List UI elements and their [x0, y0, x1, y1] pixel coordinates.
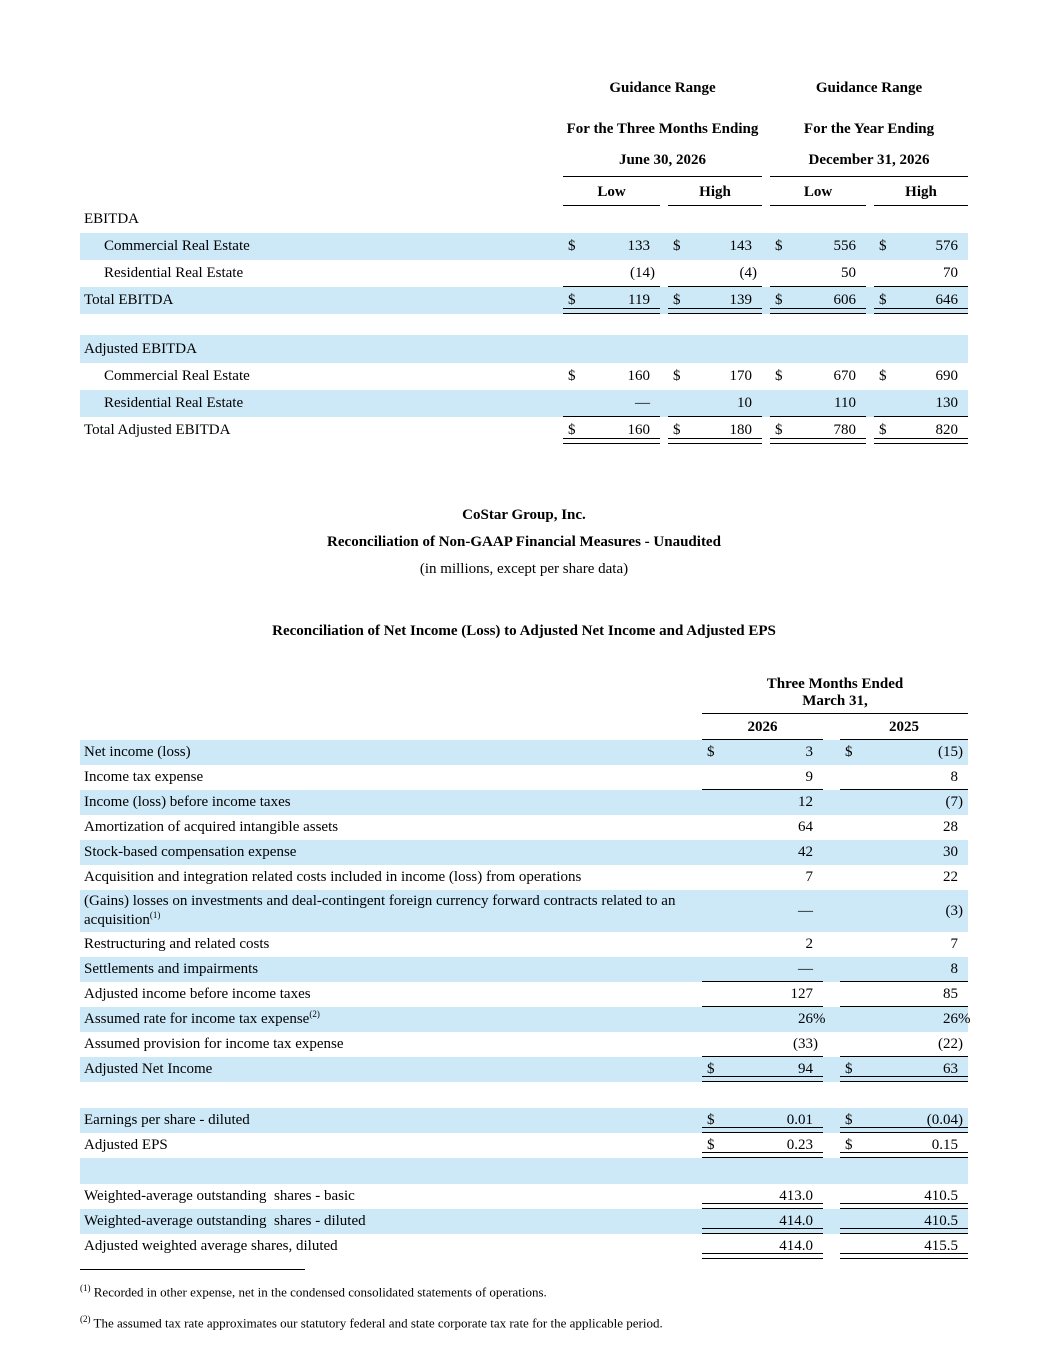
- value-cell: [840, 740, 968, 765]
- row-label-text: Residential Real Estate: [104, 395, 244, 411]
- table-row: [80, 765, 968, 790]
- value: 139: [729, 292, 752, 308]
- value-cell: [874, 206, 968, 233]
- currency-symbol: $: [775, 422, 783, 438]
- table-row: [80, 1209, 968, 1234]
- value: (14: [630, 265, 650, 281]
- value: —: [798, 902, 813, 919]
- table-row: [80, 1057, 968, 1082]
- value: 8: [950, 961, 958, 977]
- row-label: [80, 1234, 702, 1259]
- row-label-text: Assumed provision for income tax expense: [84, 1036, 344, 1052]
- row-label-text: Income (loss) before income taxes: [84, 794, 291, 810]
- value-suffix: %: [813, 1011, 826, 1027]
- units-note: (in millions, except per share data): [419, 561, 629, 577]
- value-cell: [770, 363, 866, 390]
- value-suffix: ): [650, 265, 655, 281]
- guidance-group-year: [770, 80, 968, 206]
- footnote-2: [80, 1310, 968, 1332]
- value: 0.01: [786, 1112, 813, 1128]
- value-cell: [840, 1209, 968, 1234]
- value-cell: [563, 390, 660, 417]
- value-cell: [840, 932, 968, 957]
- row-label-text: Settlements and impairments: [84, 961, 259, 977]
- value: 22: [943, 869, 958, 885]
- table-row: [80, 740, 968, 765]
- guidance-table-body: [80, 206, 968, 444]
- guidance-range-title: Guidance Range: [609, 80, 716, 96]
- value-cell: [840, 1234, 968, 1259]
- value: 0.23: [786, 1137, 813, 1153]
- currency-symbol: $: [707, 744, 715, 760]
- row-label: [80, 890, 702, 932]
- value-cell: [770, 233, 866, 260]
- value: 0.15: [931, 1137, 958, 1153]
- currency-symbol: $: [845, 1112, 853, 1128]
- currency-symbol: $: [879, 422, 887, 438]
- value-suffix: ): [958, 1112, 963, 1128]
- value-cell: [702, 890, 823, 932]
- table-row: [80, 1234, 968, 1259]
- row-label: [80, 1184, 702, 1209]
- currency-symbol: $: [568, 292, 576, 308]
- value: —: [798, 961, 813, 977]
- value: 143: [729, 238, 752, 254]
- currency-symbol: $: [775, 238, 783, 254]
- value-cell: [563, 287, 660, 314]
- value-cell: [770, 206, 866, 233]
- table-row: [80, 233, 968, 260]
- currency-symbol: $: [845, 1137, 853, 1153]
- footnote-marker: (2): [80, 1314, 91, 1325]
- value: 780: [833, 422, 856, 438]
- value-cell: [840, 1133, 968, 1158]
- value-suffix: ): [813, 1036, 818, 1052]
- value: 64: [798, 819, 813, 835]
- row-label-text: Total EBITDA: [84, 292, 174, 308]
- value-cell: [563, 417, 660, 444]
- currency-symbol: $: [673, 238, 681, 254]
- value-cell: [702, 1209, 823, 1234]
- row-label-text: (Gains) losses on investments and deal-contingent foreign currency forward contracts related to an acquisition$^{(1)}$: [84, 893, 680, 928]
- table-row: [80, 815, 968, 840]
- row-label: [80, 390, 563, 417]
- guidance-period-label: For the Three Months Ending: [566, 121, 759, 137]
- row-label: [80, 840, 702, 865]
- value: 410.5: [924, 1188, 958, 1204]
- value-cell: [770, 390, 866, 417]
- reconciliation-table-body: [80, 740, 971, 1259]
- footnote-divider: [80, 1269, 305, 1270]
- value-cell: [840, 1007, 971, 1032]
- currency-symbol: $: [568, 368, 576, 384]
- value-cell: [840, 1032, 968, 1057]
- currency-symbol: $: [707, 1112, 715, 1128]
- row-label-text: Total Adjusted EBITDA: [84, 422, 231, 438]
- value-cell: [668, 287, 762, 314]
- column-header-low: Low: [770, 179, 866, 206]
- value: 8: [950, 769, 958, 785]
- value-cell: [668, 417, 762, 444]
- row-label-text: Weighted-average outstanding shares - diluted: [84, 1213, 366, 1229]
- reconciliation-table-title: Reconciliation of Net Income (Loss) to Adjusted Net Income and Adjusted EPS: [272, 623, 776, 639]
- currency-symbol: $: [879, 368, 887, 384]
- value-cell: [668, 206, 762, 233]
- value-cell: [840, 815, 968, 840]
- header-spacer: [80, 676, 702, 740]
- currency-symbol: $: [707, 1137, 715, 1153]
- currency-symbol: $: [568, 238, 576, 254]
- value: 414.0: [779, 1213, 813, 1229]
- value-cell: [874, 260, 968, 287]
- table-row: [80, 363, 968, 390]
- value: 556: [833, 238, 856, 254]
- value: 30: [943, 844, 958, 860]
- table-row: [80, 1007, 971, 1032]
- value-cell: [702, 982, 823, 1007]
- value: (0.04: [926, 1112, 958, 1128]
- spacer-row: [80, 1158, 968, 1184]
- value-cell: [840, 1184, 968, 1209]
- value-cell: [770, 417, 866, 444]
- value: 576: [935, 238, 958, 254]
- value: 110: [834, 395, 856, 411]
- row-label: [80, 206, 563, 233]
- value: 50: [841, 265, 856, 281]
- column-header-high: High: [668, 179, 762, 206]
- value: 3: [805, 744, 813, 760]
- row-label: [80, 1007, 702, 1032]
- value: 160: [627, 422, 650, 438]
- value: 414.0: [779, 1238, 813, 1254]
- currency-symbol: $: [775, 368, 783, 384]
- row-label: [80, 740, 702, 765]
- value: 7: [950, 936, 958, 952]
- value: (4: [739, 265, 752, 281]
- row-label: [80, 932, 702, 957]
- value-suffix: ): [958, 744, 963, 760]
- value-cell: [668, 260, 762, 287]
- section-heading: [80, 502, 968, 583]
- row-label: [80, 1032, 702, 1057]
- value-cell: [668, 390, 762, 417]
- value-cell: [840, 840, 968, 865]
- row-label-text: Residential Real Estate: [104, 265, 244, 281]
- value: 160: [627, 368, 650, 384]
- value: 670: [833, 368, 856, 384]
- table-row: [80, 1108, 968, 1133]
- table-row: [80, 932, 968, 957]
- value: 28: [943, 819, 958, 835]
- document-title: Reconciliation of Non-GAAP Financial Measures - Unaudited: [327, 534, 721, 550]
- value: 690: [935, 368, 958, 384]
- table-row: [80, 1184, 968, 1209]
- reconciliation-table-header: [80, 676, 968, 740]
- currency-symbol: $: [775, 292, 783, 308]
- value-cell: [668, 335, 762, 363]
- row-label: [80, 287, 563, 314]
- table-row: [80, 335, 968, 363]
- currency-symbol: $: [845, 1061, 853, 1077]
- value-cell: [874, 335, 968, 363]
- value-cell: [874, 287, 968, 314]
- value: 94: [798, 1061, 813, 1077]
- currency-symbol: $: [673, 292, 681, 308]
- currency-symbol: $: [673, 422, 681, 438]
- footnote-1: [80, 1279, 968, 1301]
- header-spacer: [80, 80, 563, 206]
- value: 63: [943, 1061, 958, 1077]
- value-cell: [702, 932, 823, 957]
- currency-symbol: $: [568, 422, 576, 438]
- value-cell: [840, 865, 968, 890]
- value: (3: [945, 902, 958, 919]
- row-label-text: Net income (loss): [84, 744, 191, 760]
- value: 42: [798, 844, 813, 860]
- footnote-marker: (1): [80, 1283, 91, 1293]
- footnote-text: Recorded in other expense, net in the condensed consolidated statements of operations.: [93, 1284, 547, 1300]
- value: 10: [737, 395, 752, 411]
- table-row: [80, 287, 968, 314]
- table-row: [80, 1133, 968, 1158]
- value: 180: [729, 422, 752, 438]
- value-suffix: ): [752, 265, 757, 281]
- value: 85: [943, 986, 958, 1002]
- value-cell: [840, 890, 968, 932]
- row-label-text: Adjusted EPS: [84, 1137, 168, 1153]
- value-cell: [770, 335, 866, 363]
- row-label-text: Earnings per share - diluted: [84, 1112, 250, 1128]
- value: 70: [943, 265, 958, 281]
- guidance-date-label: December 31, 2026: [770, 152, 968, 177]
- table-row: [80, 260, 968, 287]
- value: 415.5: [924, 1238, 958, 1254]
- value-suffix: ): [958, 1036, 963, 1052]
- value: 606: [833, 292, 856, 308]
- value-cell: [840, 982, 968, 1007]
- table-row: [80, 982, 968, 1007]
- value-cell: [770, 287, 866, 314]
- row-label: [80, 982, 702, 1007]
- column-header-high: High: [874, 179, 968, 206]
- column-header-2025: 2025: [840, 716, 968, 740]
- value-suffix: %: [958, 1011, 971, 1027]
- row-label-text: Restructuring and related costs: [84, 936, 270, 952]
- value-suffix: ): [958, 794, 963, 810]
- row-label-text: Adjusted weighted average shares, diluted: [84, 1238, 338, 1254]
- table-row: [80, 840, 968, 865]
- value-cell: [702, 815, 823, 840]
- row-label-text: Commercial Real Estate: [104, 238, 250, 254]
- value-cell: [702, 1007, 826, 1032]
- row-label: [80, 957, 702, 982]
- guidance-table-header: [80, 80, 968, 206]
- value-cell: [874, 363, 968, 390]
- row-label-text: Commercial Real Estate: [104, 368, 250, 384]
- value-cell: [874, 233, 968, 260]
- row-label-text: Assumed rate for income tax expense$^{(2)}$: [84, 1009, 320, 1027]
- row-label: [80, 1133, 702, 1158]
- spacer-row: [80, 314, 968, 335]
- currency-symbol: $: [879, 292, 887, 308]
- value: —: [635, 395, 650, 411]
- value: (22: [938, 1036, 958, 1052]
- value-cell: [840, 765, 968, 790]
- value: 410.5: [924, 1213, 958, 1229]
- value-cell: [563, 335, 660, 363]
- value-cell: [874, 417, 968, 444]
- currency-symbol: $: [879, 238, 887, 254]
- guidance-date-label: June 30, 2026: [563, 152, 762, 177]
- value-cell: [702, 865, 823, 890]
- table-row: [80, 390, 968, 417]
- company-name: CoStar Group, Inc.: [462, 507, 586, 523]
- row-label-text: Adjusted Net Income: [84, 1061, 213, 1077]
- value: 133: [627, 238, 650, 254]
- value: 413.0: [779, 1188, 813, 1204]
- value-cell: [563, 260, 660, 287]
- row-label-text: Income tax expense: [84, 769, 204, 785]
- value-cell: [563, 233, 660, 260]
- value-cell: [563, 363, 660, 390]
- value-cell: [702, 1057, 823, 1082]
- value: 646: [935, 292, 958, 308]
- guidance-range-title: Guidance Range: [815, 80, 923, 96]
- value-cell: [840, 957, 968, 982]
- value: 2: [805, 936, 813, 952]
- currency-symbol: $: [707, 1061, 715, 1077]
- row-label-text: EBITDA: [84, 211, 139, 227]
- row-label-text: Weighted-average outstanding shares - basic: [84, 1188, 355, 1204]
- row-label: [80, 233, 563, 260]
- row-label: [80, 790, 702, 815]
- row-label: [80, 1057, 702, 1082]
- footnote-text: The assumed tax rate approximates our statutory federal and state corporate tax rate for the applicable period.: [93, 1315, 663, 1331]
- value: (33: [793, 1036, 813, 1052]
- value: 9: [805, 769, 813, 785]
- table-row: [80, 206, 968, 233]
- row-label-text: Acquisition and integration related costs included in income (loss) from operations: [84, 869, 582, 885]
- value-cell: [702, 740, 823, 765]
- currency-symbol: $: [673, 368, 681, 384]
- footnote-reference: (2): [309, 1009, 320, 1019]
- value: 26: [798, 1011, 813, 1027]
- row-label-text: Amortization of acquired intangible assets: [84, 819, 339, 835]
- value: 170: [729, 368, 752, 384]
- value-cell: [702, 1184, 823, 1209]
- value-cell: [702, 1234, 823, 1259]
- guidance-table: [80, 80, 968, 444]
- value-cell: [770, 260, 866, 287]
- value: 127: [790, 986, 813, 1002]
- value: (15: [938, 744, 958, 760]
- value-cell: [702, 790, 823, 815]
- table-row: [80, 1032, 968, 1057]
- value-suffix: ): [958, 902, 963, 919]
- row-label: [80, 260, 563, 287]
- footnote-reference: (1): [149, 910, 161, 920]
- row-label: [80, 865, 702, 890]
- value-cell: [840, 790, 968, 815]
- value-cell: [668, 233, 762, 260]
- value: 7: [805, 869, 813, 885]
- row-label: [80, 335, 563, 363]
- row-label: [80, 417, 563, 444]
- value-cell: [702, 765, 823, 790]
- value: 26: [943, 1011, 958, 1027]
- row-label: [80, 1108, 702, 1133]
- table-row: [80, 865, 968, 890]
- row-label: [80, 363, 563, 390]
- guidance-period-label: For the Year Ending: [803, 121, 935, 137]
- value-cell: [702, 1032, 823, 1057]
- row-label-text: Adjusted EBITDA: [84, 340, 197, 357]
- value-cell: [702, 1133, 823, 1158]
- value-cell: [840, 1057, 968, 1082]
- value-cell: [840, 1108, 968, 1133]
- value-cell: [668, 363, 762, 390]
- value-cell: [702, 840, 823, 865]
- row-label: [80, 765, 702, 790]
- value-cell: [563, 206, 660, 233]
- currency-symbol: $: [845, 744, 853, 760]
- spacer-row: [80, 1082, 968, 1108]
- row-label-text: Stock-based compensation expense: [84, 844, 297, 860]
- column-header-low: Low: [563, 179, 660, 206]
- row-label-text: Adjusted income before income taxes: [84, 986, 311, 1002]
- guidance-group-quarter: [563, 80, 762, 206]
- value-cell: [874, 390, 968, 417]
- table-row: [80, 890, 968, 932]
- table-row: [80, 417, 968, 444]
- row-label: [80, 815, 702, 840]
- value: 130: [935, 395, 958, 411]
- value: 12: [798, 794, 813, 810]
- table-row: [80, 790, 968, 815]
- table-row: [80, 957, 968, 982]
- reconciliation-table: [80, 676, 971, 1259]
- period-header: Three Months Ended March 31,: [702, 676, 968, 714]
- row-label: [80, 1209, 702, 1234]
- value: 119: [628, 292, 650, 308]
- column-header-2026: 2026: [702, 716, 823, 740]
- value-cell: [702, 1108, 823, 1133]
- value-cell: [702, 957, 823, 982]
- value: 820: [935, 422, 958, 438]
- value: (7: [945, 794, 958, 810]
